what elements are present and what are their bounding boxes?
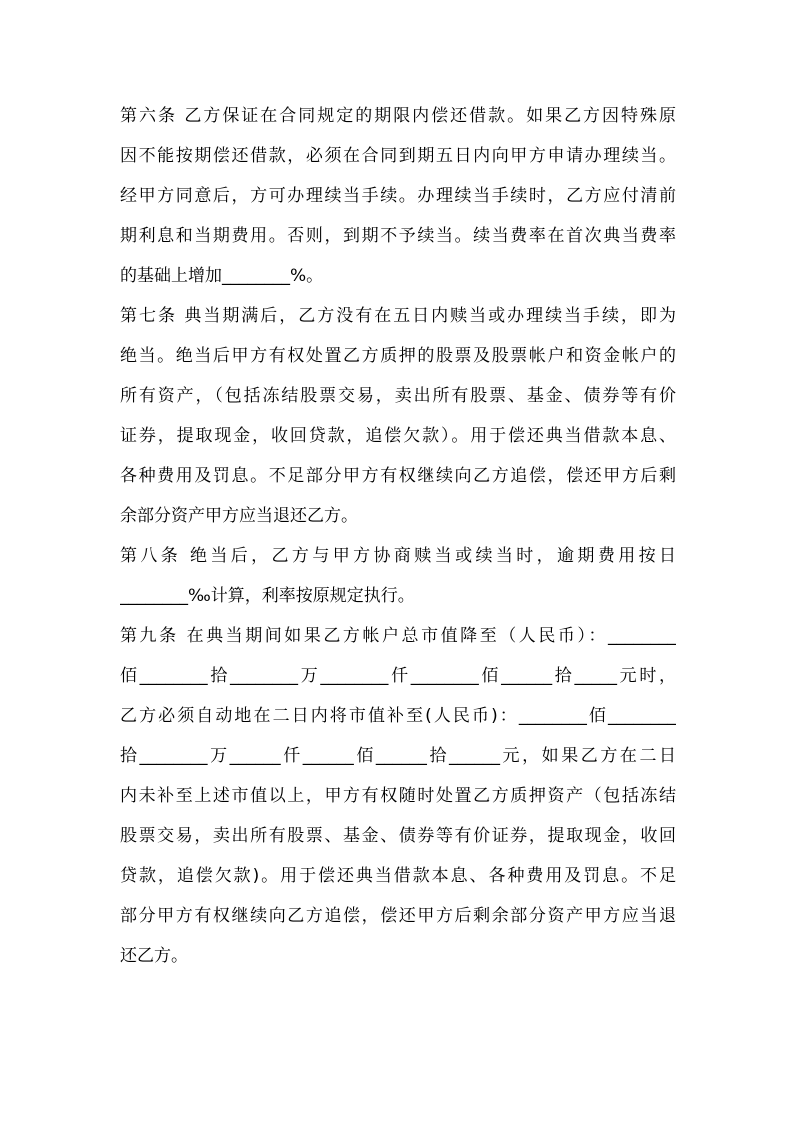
article-9-line-4: 拾________万______仟______佰______拾______元，如果乙方在二日: [120, 746, 676, 766]
article-6-line-2: 因不能按期偿还借款，必须在合同到期五日内向甲方申请办理续当。: [120, 146, 676, 166]
article-9-line-3: 乙方必须自动地在二日内将市值补至(人民币)：________佰________: [120, 706, 676, 726]
article-8-line-1: 第八条 绝当后，乙方与甲方协商赎当或续当时，逾期费用按日: [120, 546, 676, 566]
article-7-line-5: 各种费用及罚息。不足部分甲方有权继续向乙方追偿，偿还甲方后剩: [120, 466, 676, 486]
article-7-line-6: 余部分资产甲方应当退还乙方。: [120, 506, 358, 526]
article-7-line-4: 证券，提取现金，收回贷款，追偿欠款）。用于偿还典当借款本息、: [120, 426, 676, 446]
article-6-line-5: 的基础上增加________%。: [120, 266, 324, 286]
article-9-line-8: 部分甲方有权继续向乙方追偿，偿还甲方后剩余部分资产甲方应当退: [120, 906, 676, 926]
article-9-line-1: 第九条 在典当期间如果乙方帐户总市值降至（人民币）：________: [120, 626, 676, 646]
article-9-line-5: 内未补至上述市值以上，甲方有权随时处置乙方质押资产（包括冻结: [120, 786, 676, 806]
article-7-line-2: 绝当。绝当后甲方有权处置乙方质押的股票及股票帐户和资金帐户的: [120, 346, 676, 366]
article-7-line-1: 第七条 典当期满后，乙方没有在五日内赎当或办理续当手续，即为: [120, 306, 676, 326]
article-6-line-4: 期利息和当期费用。否则，到期不予续当。续当费率在首次典当费率: [120, 226, 676, 246]
article-8-line-2: ________‰计算，利率按原规定执行。: [120, 586, 415, 606]
article-7-line-3: 所有资产，（包括冻结股票交易，卖出所有股票、基金、债券等有价: [120, 386, 676, 406]
article-9-line-6: 股票交易，卖出所有股票、基金、债券等有价证券，提取现金，收回: [120, 826, 676, 846]
article-9-line-9: 还乙方。: [120, 946, 188, 966]
article-6-line-1: 第六条 乙方保证在合同规定的期限内偿还借款。如果乙方因特殊原: [120, 106, 676, 126]
article-9-line-2: 佰________拾________万________仟________佰______拾_____元时，: [120, 666, 676, 686]
article-9-line-7: 贷款，追偿欠款)。用于偿还典当借款本息、各种费用及罚息。不足: [120, 866, 676, 886]
document-page: [120, 96, 676, 976]
article-6-line-3: 经甲方同意后，方可办理续当手续。办理续当手续时，乙方应付清前: [120, 186, 676, 206]
